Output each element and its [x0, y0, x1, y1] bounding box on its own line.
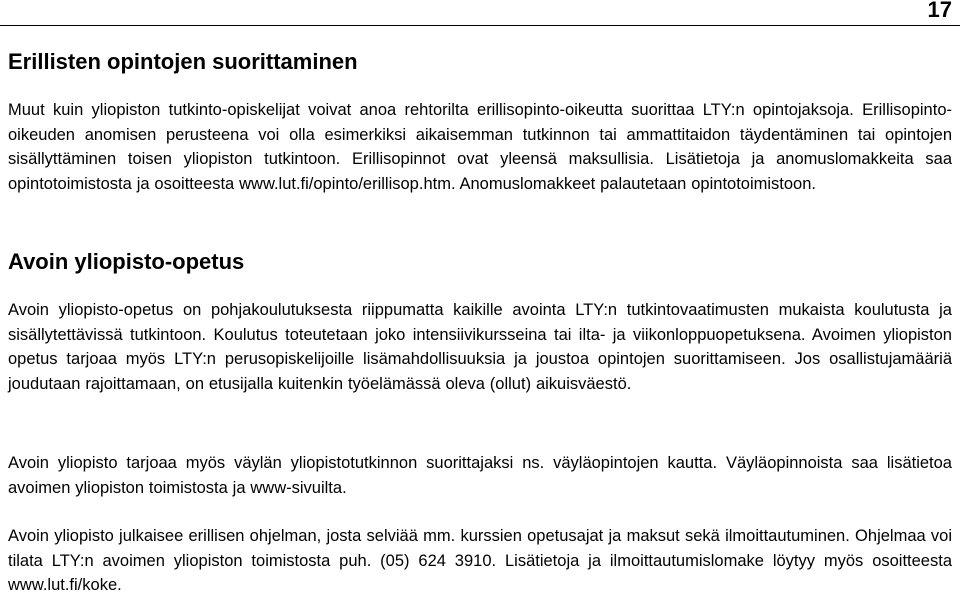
paragraph-erillisopinnot: Muut kuin yliopiston tutkinto-opiskelijat voivat anoa rehtorilta erillisopinto-oikeutta suorittaa LTY:n opintojaksoja. Erillisopinto-oikeuden anomisen perusteena voi olla esimerkiksi aikaisemman tutkinnon tai ammattitaidon täydentäminen tai opintojen sisällyttäminen toisen yliopiston tutkintoon. Erillisopinnot ovat yleensä maksullisia. Lisätietoja ja anomuslomakkeita saa opintotoimistosta ja osoitteesta www.lut.fi/opinto/erillisop.htm. Anomuslomakkeet palautetaan opintotoimistoon. [8, 101, 952, 193]
header-rule [0, 25, 960, 26]
paragraph-vaylaopinnot: Avoin yliopisto tarjoaa myös väylän yliopistotutkinnon suorittajaksi ns. väyläopintojen kautta. Väyläopinnoista saa lisätietoa avoimen yliopiston toimistosta ja www-sivuilta. [8, 454, 952, 497]
page-number: 17 [927, 0, 952, 22]
paragraph-ohjelma: Avoin yliopisto julkaisee erillisen ohjelman, josta selviää mm. kurssien opetusajat ja maksut sekä ilmoittautuminen. Ohjelmaa voi tilata LTY:n avoimen yliopiston toimistosta puh. (05) 624 3910. Lisätietoja ja ilmoittautumislomake löytyy myös osoitteesta www.lut.fi/koke. [8, 527, 952, 594]
section-heading-erillisten-opintojen: Erillisten opintojen suorittaminen [8, 49, 358, 74]
section-heading-avoin-yliopisto: Avoin yliopisto-opetus [8, 249, 245, 274]
paragraph-avoin-yliopisto-opetus: Avoin yliopisto-opetus on pohjakoulutuksesta riippumatta kaikille avointa LTY:n tutkintovaatimusten mukaista koulutusta ja sisällytettävissä tutkintoon. Koulutus toteutetaan joko intensiivikursseina tai ilta- ja viikonloppuopetuksena. Avoimen yliopiston opetus tarjoaa myös LTY:n perusopiskelijoille lisämahdollisuuksia ja joustoa opintojen suorittamiseen. Jos osallistujamääriä joudutaan rajoittamaan, on etusijalla kuitenkin työelämässä oleva (ollut) aikuisväestö. [8, 301, 952, 393]
